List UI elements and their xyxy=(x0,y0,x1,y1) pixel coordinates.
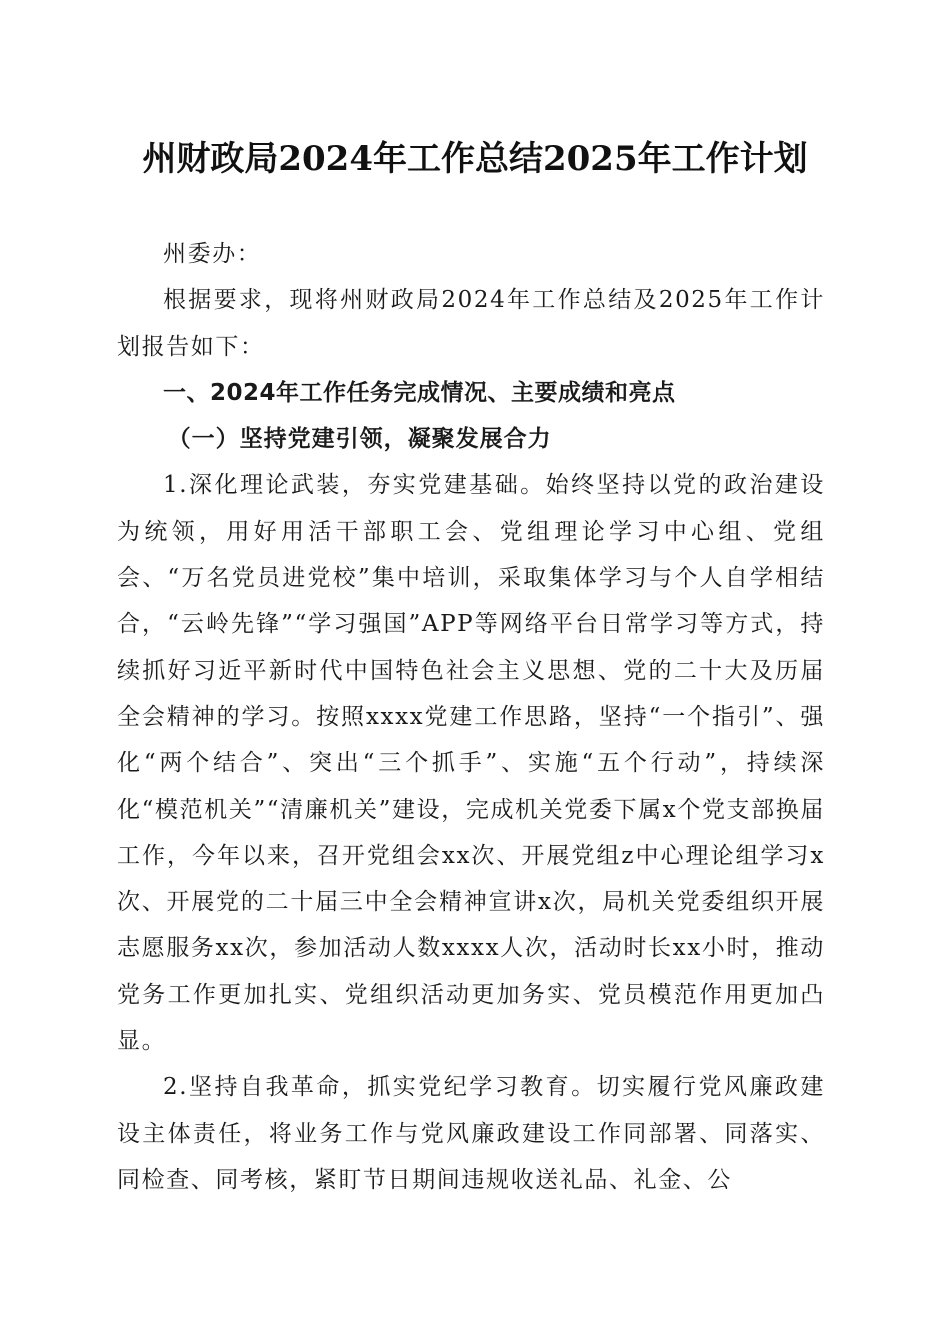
body-paragraph-2: 2.坚持自我革命，抓实党纪学习教育。切实履行党风廉政建设主体责任，将业务工作与党风廉政建设工作同部署、同落实、同检查、同考核，紧盯节日期间违规收送礼品、礼金、公 xyxy=(117,1074,825,1193)
salutation: 州委办： xyxy=(163,241,262,267)
document-body xyxy=(117,231,825,1203)
section-heading-1: 一、2024年工作任务完成情况、主要成绩和亮点 xyxy=(163,379,676,406)
subsection-heading-1: （一）坚持党建引领，凝聚发展合力 xyxy=(167,425,552,453)
document-title: 州财政局2024年工作总结2025年工作计划 xyxy=(142,139,808,179)
body-paragraph-1: 1.深化理论武装，夯实党建基础。始终坚持以党的政治建设为统领，用好用活干部职工会、党组理论学习中心组、党组会、“万名党员进党校”集中培训，采取集体学习与个人自学相结合，“云岭先锋”“学习强国”APP等网络平台日常学习等方式，持续抓好习近平新时代中国特色社会主义思想、党的二十大及历届全会精神的学习。按照xxxx党建工作思路，坚持“一个指引”、强化“两个结合”、突出“三个抓手”、实施“五个行动”，持续深化“模范机关”“清廉机关”建设，完成机关党委下属x个党支部换届工作，今年以来，召开党组会xx次、开展党组z中心理论组学习x次、开展党的二十届三中全会精神宣讲x次，局机关党委组织开展志愿服务xx次，参加活动人数xxxx人次，活动时长xx小时，推动党务工作更加扎实、党组织活动更加务实、党员模范作用更加凸显。 xyxy=(117,472,825,1055)
intro-paragraph: 根据要求，现将州财政局2024年工作总结及2025年工作计划报告如下： xyxy=(117,287,825,360)
